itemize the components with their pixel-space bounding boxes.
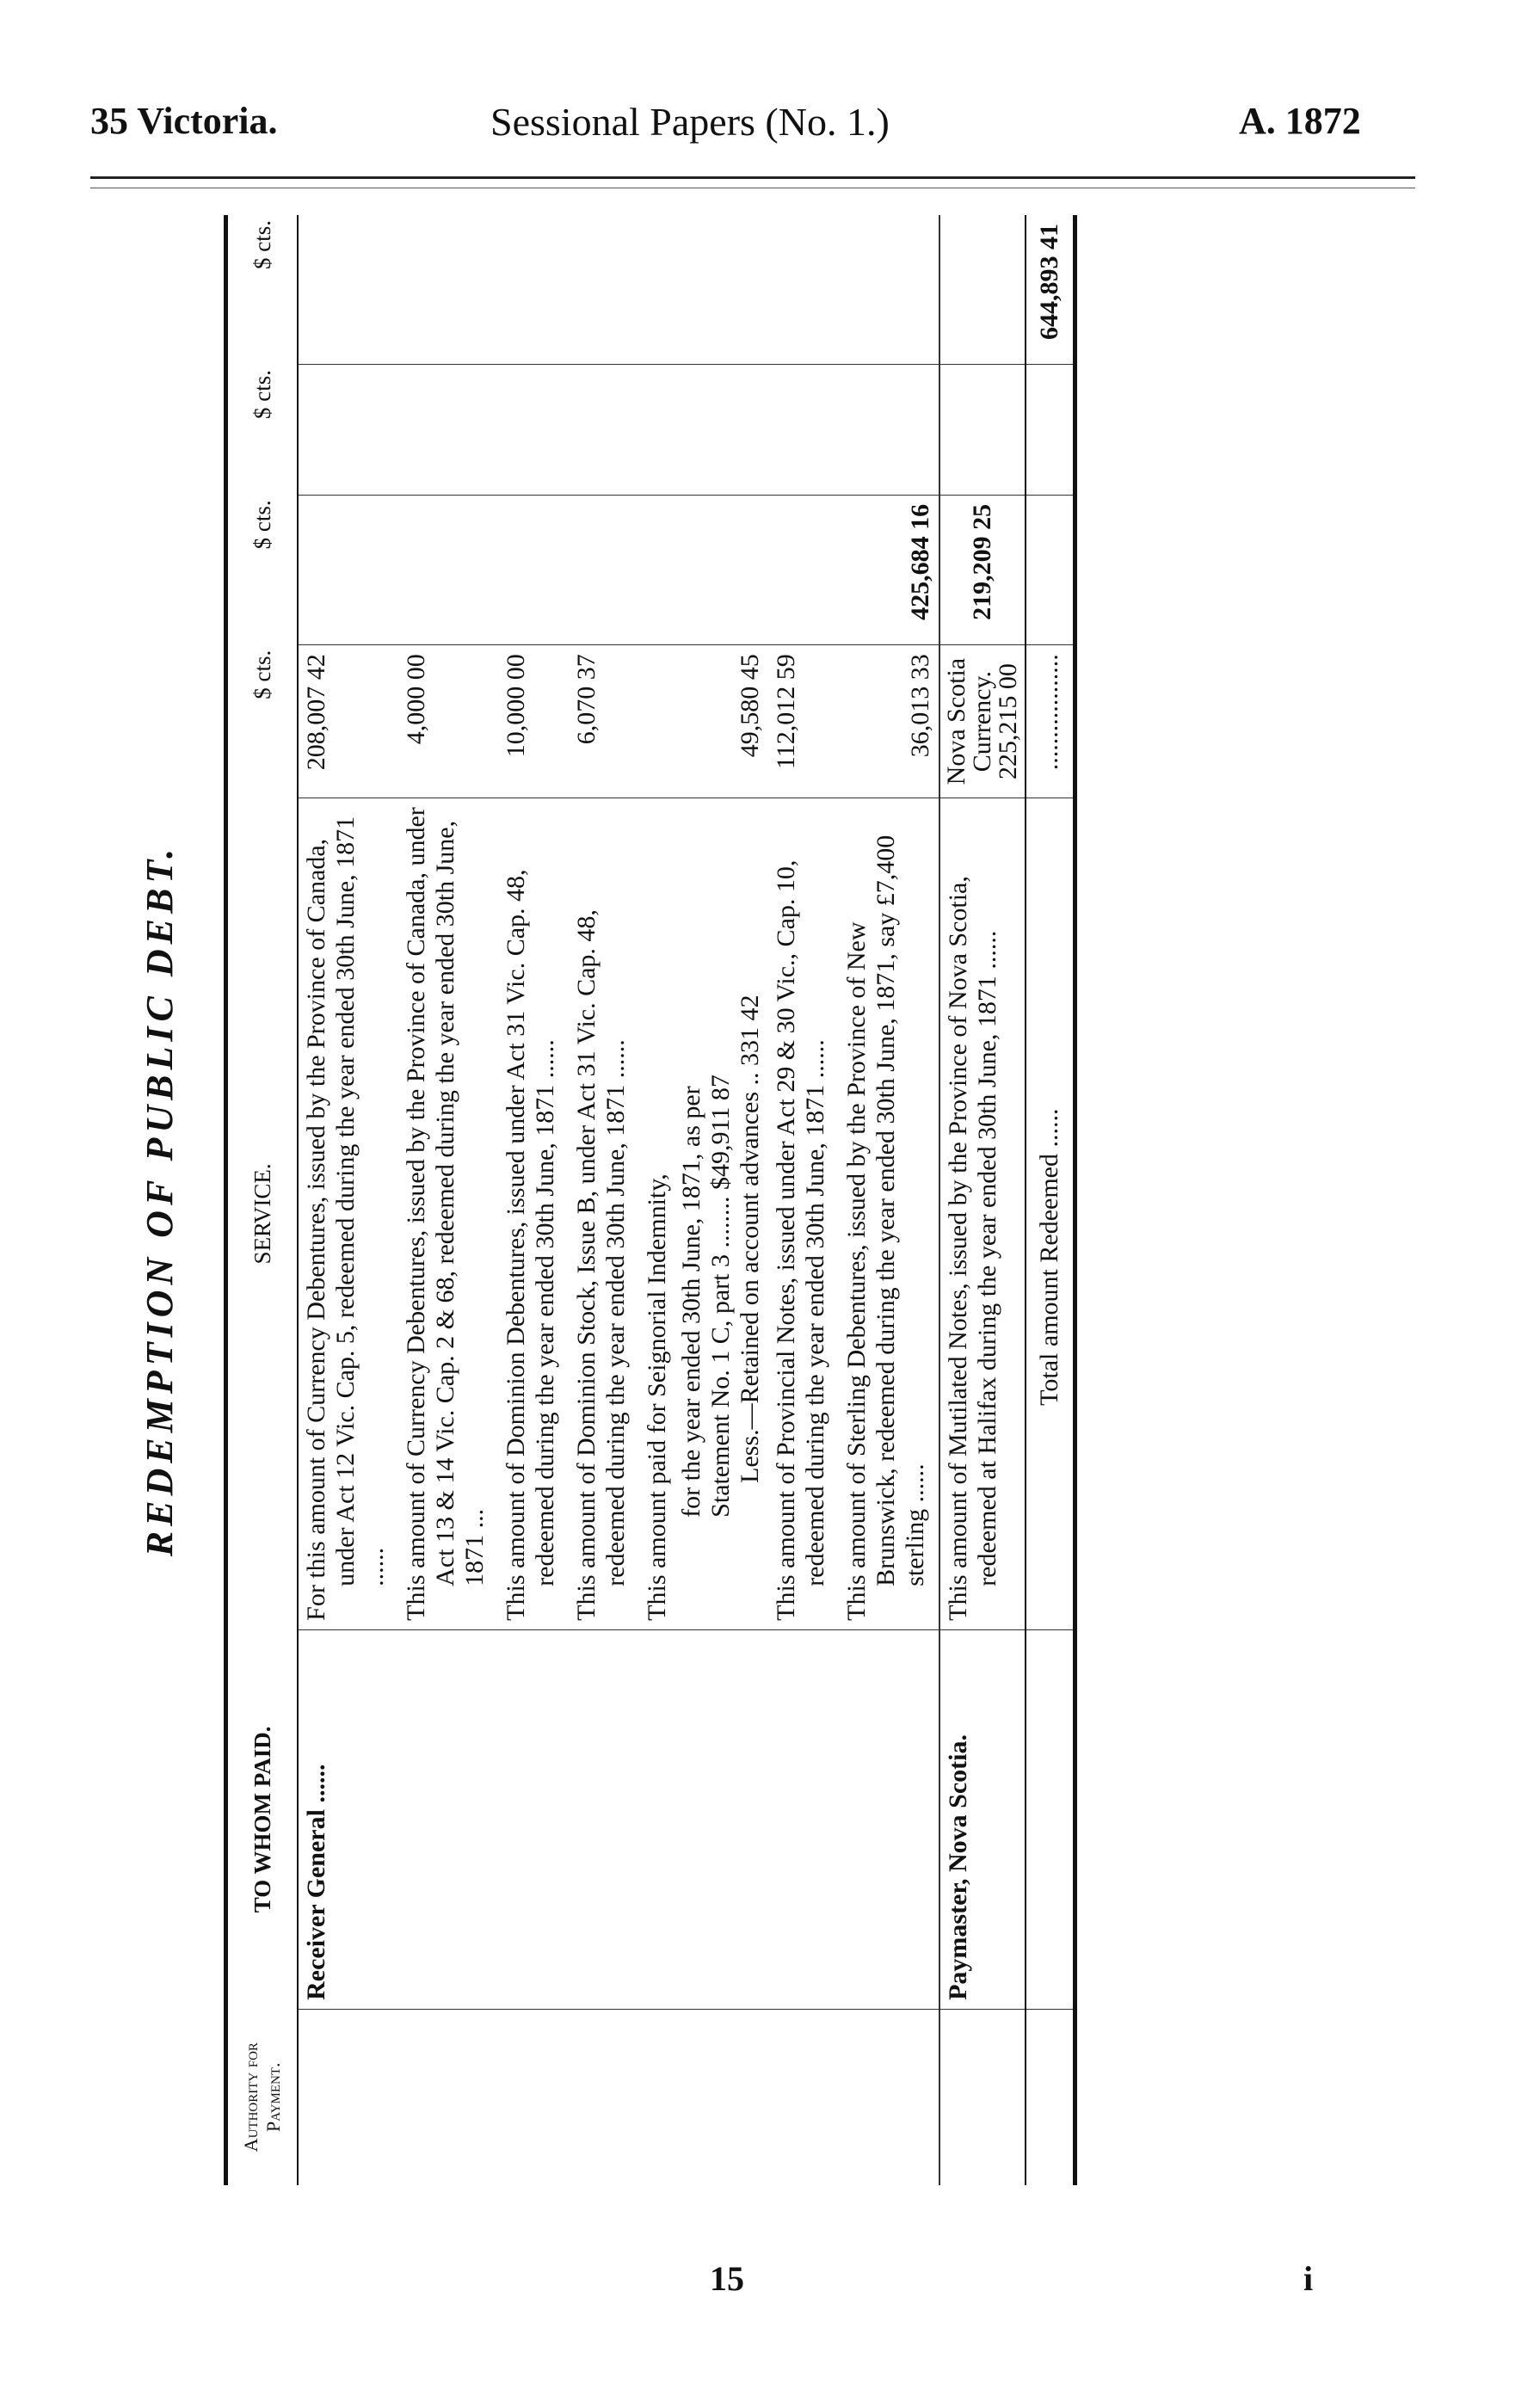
amount-cell: 49,580 45 bbox=[639, 645, 768, 798]
table-row bbox=[939, 215, 1026, 2185]
amount-cell: 10,000 00 bbox=[498, 645, 569, 798]
table-row bbox=[768, 215, 839, 2185]
table-row bbox=[498, 215, 569, 2185]
table-title: REDEMPTION OF PUBLIC DEBT. bbox=[139, 843, 181, 1557]
nova-scotia-currency-cell bbox=[939, 645, 1026, 798]
header-year: A. 1872 bbox=[1239, 100, 1361, 142]
header-session: 35 Victoria. bbox=[90, 100, 278, 142]
amount-cell: 6,070 37 bbox=[569, 645, 639, 798]
table-row bbox=[398, 215, 498, 2185]
service-dominion-stock: This amount of Dominion Stock, Issue B, under Act 31 Vic. Cap. 48, redeemed during the year ended 30th June, 1871 ...... bbox=[572, 909, 630, 1621]
amount-cell: 4,000 00 bbox=[398, 645, 498, 798]
col-amount-3: $ cts. bbox=[226, 365, 299, 495]
table-row bbox=[298, 215, 398, 2185]
col-to-whom: TO WHOM PAID. bbox=[226, 1629, 299, 2009]
service-currency-debentures-13-14-vic: This amount of Currency Debentures, issued by the Province of Canada, under Act 13 & 14 Vic. Cap. 2 & 68, redeemed during the year ended 30th June, 1871 ... bbox=[402, 807, 489, 1621]
total-row bbox=[1026, 215, 1075, 2185]
authority-cell bbox=[298, 2009, 398, 2185]
page-number: 15 bbox=[710, 2259, 744, 2298]
service-seignorial-line-2: for the year ended 30th June, 1871, as per bbox=[677, 1086, 705, 1518]
header-rule bbox=[90, 176, 1415, 179]
service-seignorial-line-3: Statement No. 1 C, part 3 ........ $49,911 87 bbox=[706, 1075, 735, 1518]
roman-numeral: i bbox=[1303, 2259, 1314, 2298]
subtotal-cell: 219,209 25 bbox=[939, 495, 1026, 644]
col-authority: Authority for Payment. bbox=[226, 2009, 299, 2185]
nova-scotia-amount: 225,215 00 bbox=[994, 663, 1022, 780]
table-row bbox=[569, 215, 639, 2185]
payee-receiver-general: Receiver General ...... bbox=[298, 1629, 398, 2009]
redemption-table bbox=[224, 215, 1077, 2185]
service-dominion-debentures: This amount of Dominion Debentures, issued under Act 31 Vic. Cap. 48, redeemed during the year ended 30th June, 1871 ...... bbox=[502, 869, 559, 1621]
service-seignorial-line-4: Less.—Retained on account advances .. 331 42 bbox=[736, 995, 764, 1483]
service-currency-debentures-12-vic: For this amount of Currency Debentures, issued by the Province of Canada, under Act 12 Vic. Cap. 5, redeemed during the year ended 30th June, 1871 ...... bbox=[302, 816, 389, 1621]
amount-cell: 208,007 42 bbox=[298, 645, 398, 798]
col-amount-4: $ cts. bbox=[226, 215, 299, 365]
table-row bbox=[639, 215, 768, 2185]
service-sterling-debentures: This amount of Sterling Debentures, issued by the Province of New Brunswick, redeemed during the year ended 30th June, 1871, say £7,400 sterling ...... bbox=[842, 835, 929, 1621]
total-amount: 644,893 41 bbox=[1026, 215, 1075, 365]
rotated-table-page bbox=[138, 215, 1308, 2185]
service-provincial-notes: This amount of Provincial Notes, issued under Act 29 & 30 Vic., Cap. 10, redeemed during the year ended 30th June, 1871 ...... bbox=[772, 859, 829, 1621]
currency-label: Currency. bbox=[968, 671, 996, 773]
payee-paymaster-nova-scotia: Paymaster, Nova Scotia. bbox=[939, 1629, 1026, 2009]
col-service: SERVICE. bbox=[226, 798, 299, 1629]
service-cell bbox=[298, 798, 398, 1629]
subtotal-cell: 425,684 16 bbox=[839, 495, 939, 644]
service-mutilated-notes: This amount of Mutilated Notes, issued by the Province of Nova Scotia, redeemed at Halifax during the year ended 30th June, 1871 ...... bbox=[944, 876, 1001, 1621]
amount-cell: 36,013 33 bbox=[839, 645, 939, 798]
table-row bbox=[839, 215, 939, 2185]
total-label: Total amount Redeemed ...... bbox=[1026, 798, 1075, 1629]
service-seignorial-indemnity: This amount paid for Seignorial Indemnity, bbox=[643, 1173, 671, 1621]
col-amount-1: $ cts. bbox=[226, 645, 299, 798]
nova-scotia-label: Nova Scotia bbox=[942, 657, 970, 785]
table-header-row bbox=[226, 215, 299, 2185]
total-dots: .................. bbox=[1026, 645, 1075, 798]
amount-cell: 112,012 59 bbox=[768, 645, 839, 798]
header-title: Sessional Papers (No. 1.) bbox=[490, 100, 890, 144]
col-amount-2: $ cts. bbox=[226, 495, 299, 644]
